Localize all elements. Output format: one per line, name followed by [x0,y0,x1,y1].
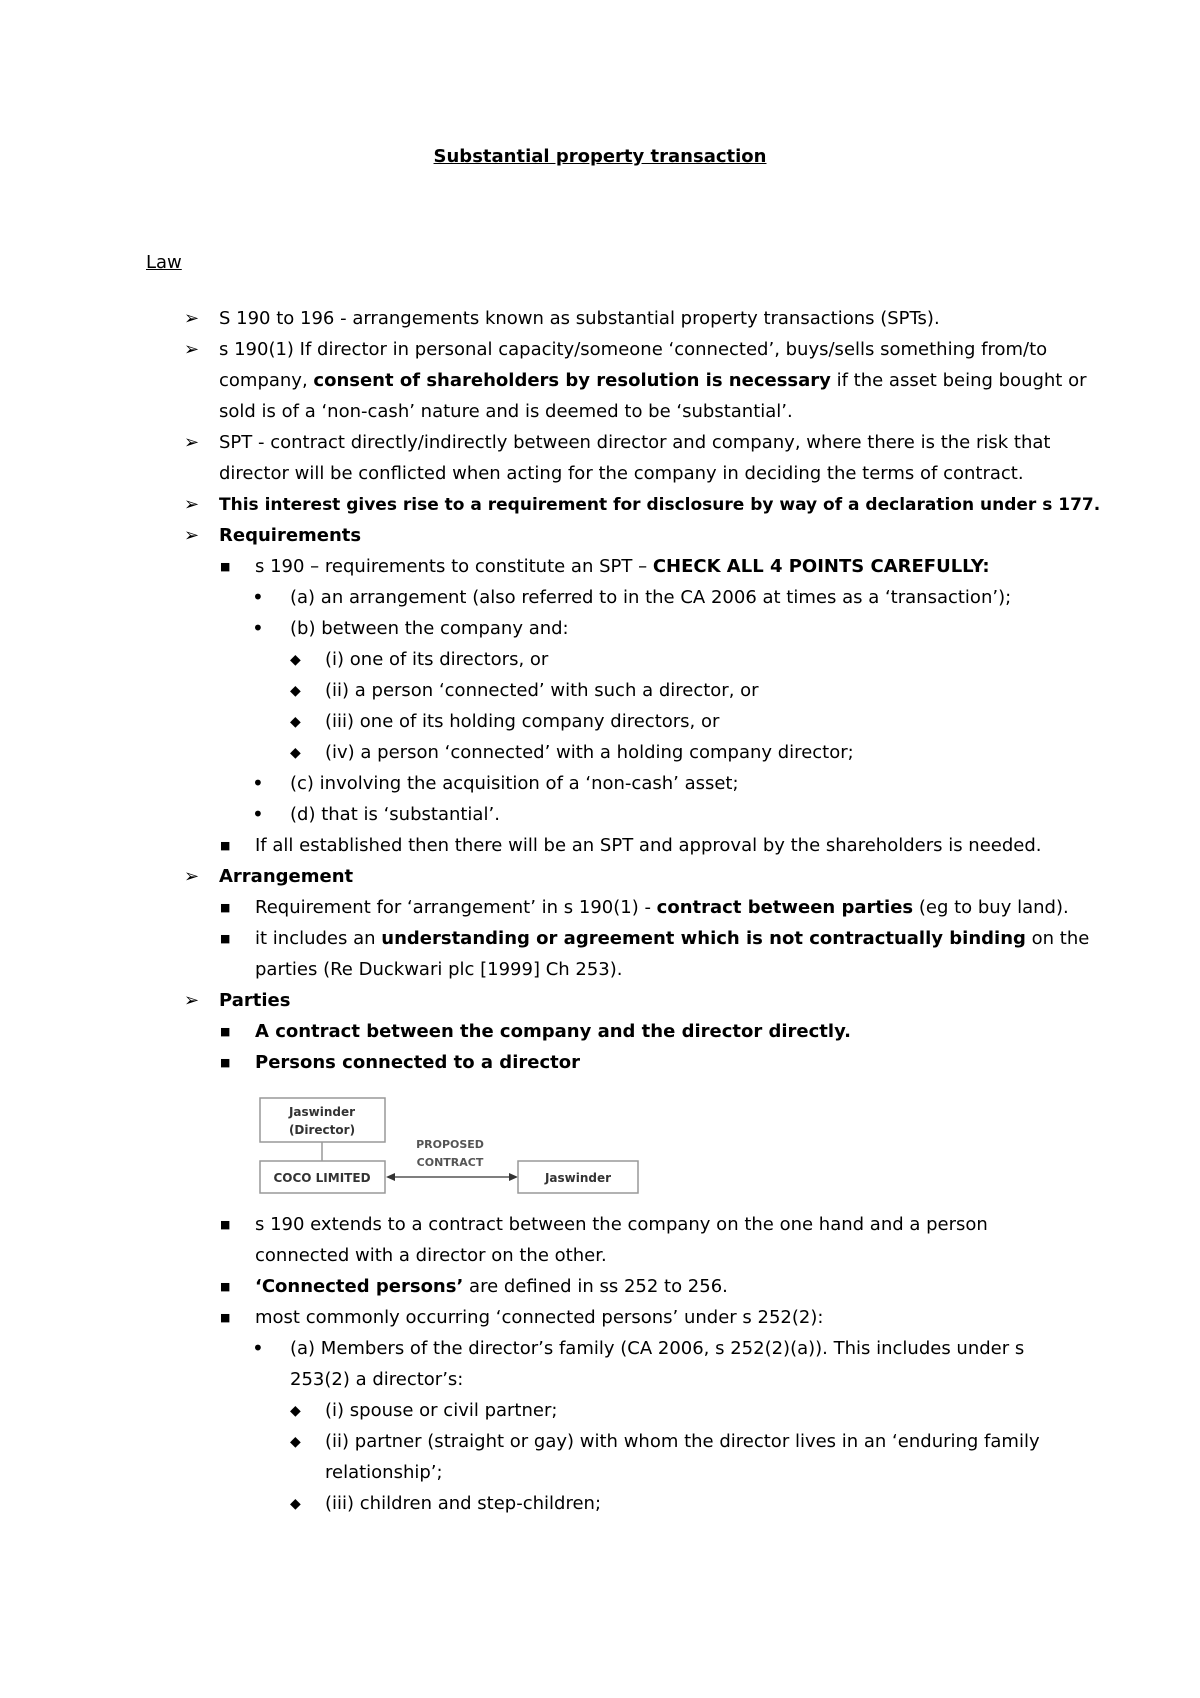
square-bullet-icon: ■ [220,560,231,573]
text-line: (i) one of its directors, or [325,649,549,670]
text-line: it includes an understanding or agreement which is not contractually binding on the [255,928,1090,949]
director-box-line1: Jaswinder [288,1105,356,1119]
text-line: A contract between the company and the director directly. [255,1021,852,1042]
arrow-right-icon [509,1173,518,1181]
section-heading-law: Law [146,252,182,273]
text-line: ‘Connected persons’ are defined in ss 252 to 256. [255,1276,728,1297]
text-line: company, consent of shareholders by resolution is necessary if the asset being bought or [219,370,1087,391]
text-line: (iii) one of its holding company directors, or [325,711,720,732]
round-bullet-icon: • [252,616,264,640]
arrow-bullet-icon: ➢ [184,339,200,360]
round-bullet-icon: • [252,771,264,795]
text-line: (d) that is ‘substantial’. [290,804,500,825]
diamond-bullet-icon: ◆ [290,1403,301,1419]
proposed-contract-line1: PROPOSED [416,1138,484,1151]
diamond-bullet-icon: ◆ [290,683,301,699]
text-line: SPT - contract directly/indirectly between director and company, where there is the risk that [219,432,1051,453]
diamond-bullet-icon: ◆ [290,1434,301,1450]
text-line: parties (Re Duckwari plc [1999] Ch 253). [255,959,623,980]
arrow-bullet-icon: ➢ [184,308,200,329]
text-line: (a) Members of the director’s family (CA 2006, s 252(2)(a)). This includes under s [290,1338,1025,1359]
arrow-bullet-icon: ➢ [184,525,200,546]
arrow-left-icon [386,1173,395,1181]
text-line: (c) involving the acquisition of a ‘non-cash’ asset; [290,773,739,794]
diamond-bullet-icon: ◆ [290,1496,301,1512]
text-line: (a) an arrangement (also referred to in the CA 2006 at times as a ‘transaction’); [290,587,1012,608]
square-bullet-icon: ■ [220,1311,231,1324]
diamond-bullet-icon: ◆ [290,714,301,730]
diamond-bullet-icon: ◆ [290,745,301,761]
text-line: (iii) children and step-children; [325,1493,602,1514]
text-line: If all established then there will be an SPT and approval by the shareholders is needed. [255,835,1042,856]
company-box-label: COCO LIMITED [273,1171,371,1185]
text-line: relationship’; [325,1462,443,1483]
text-line: Persons connected to a director [255,1052,580,1073]
text-line: connected with a director on the other. [255,1245,607,1266]
document-title: Substantial property transaction [433,146,767,167]
round-bullet-icon: • [252,802,264,826]
square-bullet-icon: ■ [220,839,231,852]
round-bullet-icon: • [252,585,264,609]
diamond-bullet-icon: ◆ [290,652,301,668]
subheading-parties: Parties [219,990,291,1011]
text-line: 253(2) a director’s: [290,1369,464,1390]
square-bullet-icon: ■ [220,932,231,945]
square-bullet-icon: ■ [220,1218,231,1231]
round-bullet-icon: • [252,1336,264,1360]
text-line: sold is of a ‘non-cash’ nature and is deemed to be ‘substantial’. [219,401,793,422]
text-line: This interest gives rise to a requirement for disclosure by way of a declaration under s 177. [219,495,1101,515]
text-line: Requirement for ‘arrangement’ in s 190(1) - contract between parties (eg to buy land). [255,897,1069,918]
arrow-bullet-icon: ➢ [184,432,200,453]
text-line: (iv) a person ‘connected’ with a holding company director; [325,742,854,763]
square-bullet-icon: ■ [220,1025,231,1038]
person-box-label: Jaswinder [544,1171,612,1185]
text-line: (b) between the company and: [290,618,569,639]
arrow-bullet-icon: ➢ [184,866,200,887]
subheading-arrangement: Arrangement [219,866,354,887]
arrow-bullet-icon: ➢ [184,494,200,515]
proposed-contract-line2: CONTRACT [416,1156,484,1169]
arrow-bullet-icon: ➢ [184,990,200,1011]
text-line: s 190 extends to a contract between the company on the one hand and a person [255,1214,988,1235]
connected-persons-diagram [250,1090,670,1200]
square-bullet-icon: ■ [220,1056,231,1069]
square-bullet-icon: ■ [220,1280,231,1293]
text-line: director will be conflicted when acting for the company in deciding the terms of contract. [219,463,1024,484]
text-line: (ii) a person ‘connected’ with such a director, or [325,680,759,701]
text-line: s 190(1) If director in personal capacity/someone ‘connected’, buys/sells something from/to [219,339,1048,360]
director-box-line2: (Director) [288,1123,356,1137]
text-line: s 190 – requirements to constitute an SPT – CHECK ALL 4 POINTS CAREFULLY: [255,556,990,577]
text-line: S 190 to 196 - arrangements known as substantial property transactions (SPTs). [219,308,940,329]
text-line: (ii) partner (straight or gay) with whom the director lives in an ‘enduring family [325,1431,1040,1452]
subheading-requirements: Requirements [219,525,362,546]
text-line: (i) spouse or civil partner; [325,1400,558,1421]
text-line: most commonly occurring ‘connected persons’ under s 252(2): [255,1307,824,1328]
square-bullet-icon: ■ [220,901,231,914]
